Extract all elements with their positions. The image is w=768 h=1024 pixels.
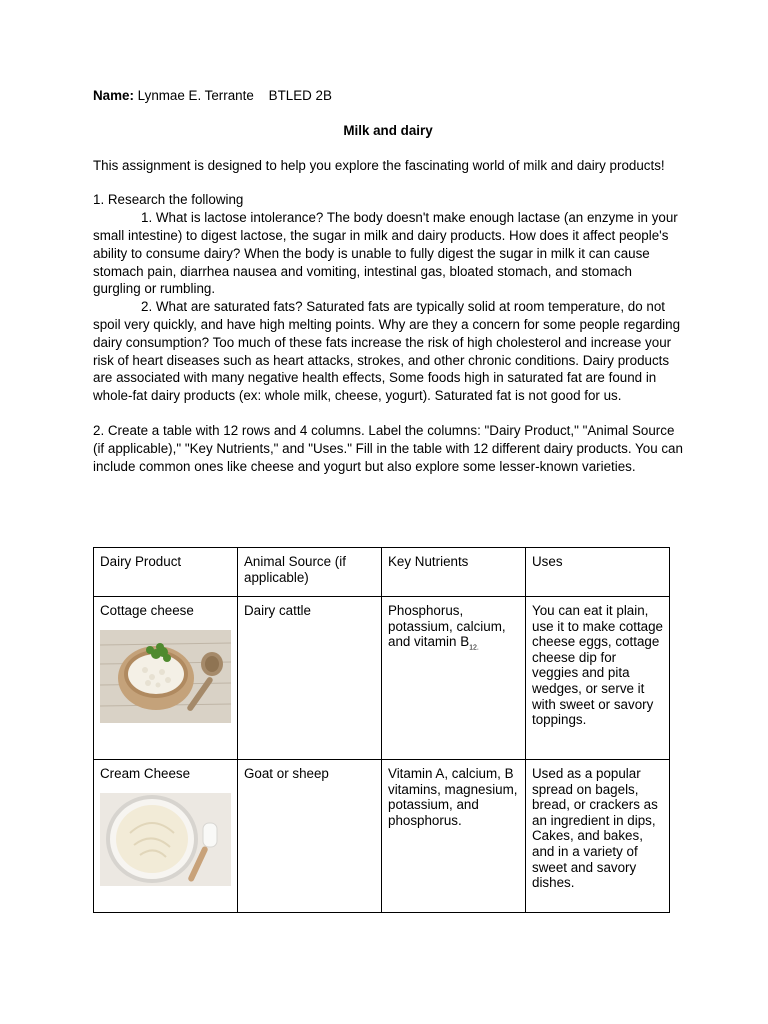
cell-product: [94, 597, 238, 760]
header-animal-source: Animal Source (if applicable): [238, 548, 382, 597]
question-lactose: 1. What is lactose intolerance? The body doesn't make enough lactase (an enzyme in your small intestine) to digest lactose, the sugar in milk and dairy products. How does it affect people's ability to consume dairy? When the body is unable to fully digest the sugar in milk it can cause stomach pain, diarrhea nausea and vomiting, intestinal gas, bloated stomach, and stomach gurgling or rumbling.: [93, 210, 678, 297]
header-key-nutrients: Key Nutrients: [382, 548, 526, 597]
product-name: Cream Cheese: [100, 766, 191, 781]
product-name: Cottage cheese: [100, 603, 194, 618]
nutrients-text: Phosphorus, potassium, calcium, and vitamin B: [388, 603, 506, 650]
cell-uses: You can eat it plain, use it to make cottage cheese eggs, cottage cheese dip for veggies and pita wedges, or serve it with sweet or savory toppings.: [526, 597, 670, 760]
section2-instructions: 2. Create a table with 12 rows and 4 columns. Label the columns: "Dairy Product," "Animal Source (if applicable)," "Key Nutrients," and "Uses." Fill in the table with 12 different dairy products. You can include common ones like cheese and yogurt but also explore some lesser-known varieties.: [93, 422, 683, 474]
header-dairy-product: Dairy Product: [94, 548, 238, 597]
cell-source: Goat or sheep: [238, 760, 382, 913]
intro-paragraph: This assignment is designed to help you explore the fascinating world of milk and dairy products!: [93, 157, 665, 173]
question-saturated-fats: 2. What are saturated fats? Saturated fats are typically solid at room temperature, do not spoil very quickly, and have high melting points. Why are they a concern for some people regarding dairy consumption? Too much of these fats increase the risk of high cholesterol and increase your risk of heart diseases such as heart attacks, strokes, and other chronic conditions. Dairy products are associated with many negative health effects, Some foods high in saturated fat are found in whole-fat dairy products (ex: whole milk, cheese, yogurt). Saturated fat is not good for us.: [93, 299, 681, 404]
cell-source: Dairy cattle: [238, 597, 382, 760]
dairy-table: [93, 547, 670, 913]
vitamin-subscript: 12.: [469, 644, 479, 652]
document-title: Milk and dairy: [343, 122, 433, 138]
table-row: [94, 760, 670, 913]
name-value: Lynmae E. Terrante BTLED 2B: [137, 88, 332, 103]
cottage-cheese-photo: [100, 630, 231, 723]
section1-heading: 1. Research the following: [93, 192, 244, 208]
cream-cheese-photo: [100, 793, 231, 886]
name-line: [93, 87, 683, 105]
cell-uses: Used as a popular spread on bagels, bread, or crackers as an ingredient in dips, Cakes, and bakes, and in a variety of sweet and savory dishes.: [526, 760, 670, 913]
document-body: [93, 87, 683, 475]
name-label: Name:: [93, 88, 134, 103]
table-row: [94, 597, 670, 760]
cell-nutrients: [382, 597, 526, 760]
cell-nutrients: Vitamin A, calcium, B vitamins, magnesium, potassium, and phosphorus.: [382, 760, 526, 913]
table-header-row: [94, 548, 670, 597]
cell-product: [94, 760, 238, 913]
header-uses: Uses: [526, 548, 670, 597]
